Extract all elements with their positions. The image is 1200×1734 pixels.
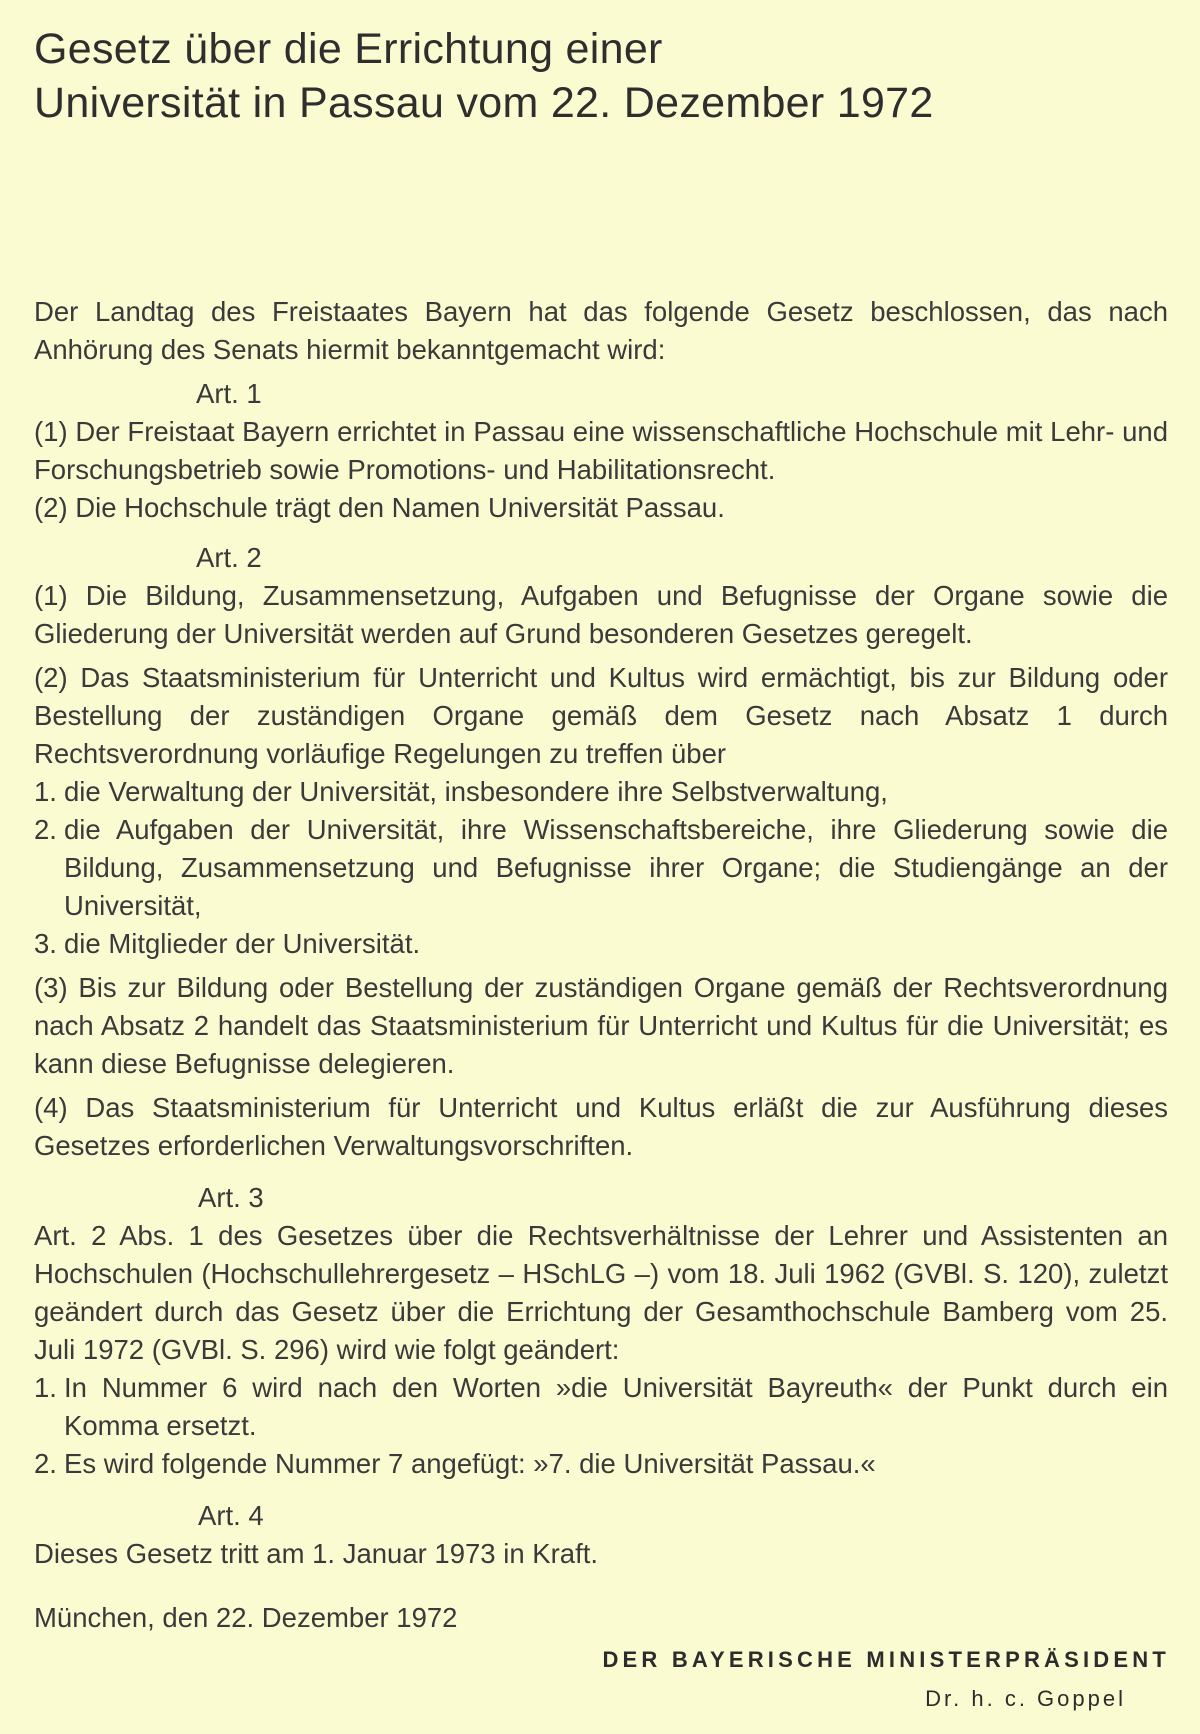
list-item-number: 1. [34,776,57,807]
signatory-office: DER BAYERISCHE MINISTERPRÄSIDENT [602,1647,1170,1672]
list-item-number: 3. [34,928,57,959]
signatory-name: Dr. h. c. Goppel [925,1686,1126,1711]
art-3-list-item [34,1369,1168,1445]
art-2-list-item [34,811,1168,925]
art-2-list-item [34,925,1168,963]
art-1-heading: Art. 1 [196,378,262,409]
place-and-date: München, den 22. Dezember 1972 [34,1602,458,1633]
list-item-number: 2. [34,814,57,845]
document-title [34,22,1154,130]
art-4-paragraph-1: Dieses Gesetz tritt am 1. Januar 1973 in Kraft. [34,1538,599,1569]
art-2-heading: Art. 2 [196,542,262,573]
art-2-list-item [34,773,1168,811]
art-2-paragraph-3: (3) Bis zur Bildung oder Bestellung der zuständigen Organe gemäß der Rechtsverordnung nach Absatz 2 handelt das Staatsministerium für Unterricht und Kultus für die Universität; es kann diese Befugnisse delegieren. [34,972,1168,1079]
art-2-paragraph-2: (2) Das Staatsministerium für Unterricht und Kultus wird ermächtigt, bis zur Bildung oder Bestellung der zuständigen Organe gemäß dem Gesetz nach Absatz 1 durch Rechtsverordnung vorläufige Regelungen zu treffen über [34,662,1168,769]
list-item-text: die Verwaltung der Universität, insbesondere ihre Selbstverwaltung, [64,776,888,807]
document-body [34,293,1168,1637]
art-4-heading: Art. 4 [198,1500,264,1531]
art-2-paragraph-4: (4) Das Staatsministerium für Unterricht und Kultus erläßt die zur Ausführung dieses Gesetzes erforderlichen Verwaltungsvorschriften. [34,1092,1168,1161]
art-1-paragraph-2: (2) Die Hochschule trägt den Namen Universität Passau. [34,492,725,523]
list-item-text: In Nummer 6 wird nach den Worten »die Universität Bayreuth« der Punkt durch ein Komma ersetzt. [64,1372,1168,1441]
title-line-1: Gesetz über die Errichtung einer [34,25,663,73]
list-item-number: 2. [34,1448,57,1479]
title-line-2: Universität in Passau vom 22. Dezember 1972 [34,79,934,127]
art-1-paragraph-1: (1) Der Freistaat Bayern errichtet in Passau eine wissenschaftliche Hochschule mit Lehr- und Forschungsbetrieb sowie Promotions- und Habilitationsrecht. [34,416,1168,485]
list-item-text: Es wird folgende Nummer 7 angefügt: »7. die Universität Passau.« [64,1448,876,1479]
signature-block [602,1640,1170,1718]
art-2-paragraph-1: (1) Die Bildung, Zusammensetzung, Aufgaben und Befugnisse der Organe sowie die Gliederung der Universität werden auf Grund besonderen Gesetzes geregelt. [34,580,1168,649]
list-item-number: 1. [34,1372,57,1403]
list-item-text: die Mitglieder der Universität. [64,928,421,959]
list-item-text: die Aufgaben der Universität, ihre Wissenschaftsbereiche, ihre Gliederung sowie die Bildung, Zusammensetzung und Befugnisse ihrer Organe; die Studiengänge an der Universität, [64,814,1168,921]
preamble: Der Landtag des Freistaates Bayern hat das folgende Gesetz beschlossen, das nach Anhörung des Senats hiermit bekanntgemacht wird: [34,296,1168,365]
art-3-heading: Art. 3 [198,1182,264,1213]
art-3-paragraph-1: Art. 2 Abs. 1 des Gesetzes über die Rechtsverhältnisse der Lehrer und Assistenten an Hochschulen (Hochschullehrergesetz – HSchLG –) vom 18. Juli 1962 (GVBl. S. 120), zuletzt geändert durch das Gesetz über die Errichtung der Gesamthochschule Bamberg vom 25. Juli 1972 (GVBl. S. 296) wird wie folgt geändert: [34,1220,1168,1365]
art-3-list-item [34,1445,1168,1483]
